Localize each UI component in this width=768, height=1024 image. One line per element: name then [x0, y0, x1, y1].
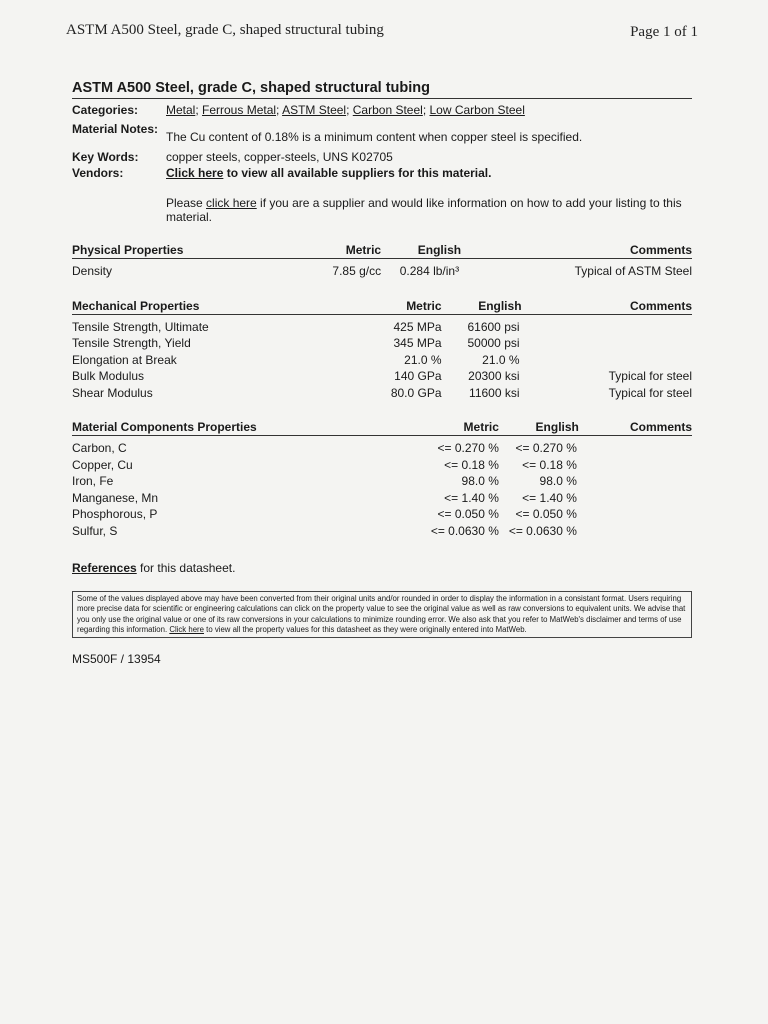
comment: Typical of ASTM Steel [574, 264, 692, 279]
metric-value[interactable]: <= 0.270 % [437, 441, 499, 456]
comment: Typical for steel [608, 369, 692, 384]
english-value-header: English [381, 243, 461, 259]
category-link[interactable]: ASTM Steel [282, 103, 347, 117]
vendors-label: Vendors: [72, 166, 124, 180]
metric-value-header: Metric [291, 243, 381, 259]
table-row [72, 385, 692, 402]
print-header-title: ASTM A500 Steel, grade C, shaped structural tubing [66, 22, 384, 38]
english-value[interactable]: <= 0.050 % [515, 507, 577, 522]
property-name: Tensile Strength, Ultimate [72, 319, 209, 334]
table-row [72, 506, 692, 523]
property-name: Sulfur, S [72, 523, 118, 538]
comment-header: Comments [579, 420, 692, 436]
table-row [72, 263, 692, 280]
references-line [72, 561, 692, 575]
property-name-header: Physical Properties [72, 243, 291, 259]
metric-value[interactable]: <= 0.18 % [444, 457, 499, 472]
metric-value[interactable]: 7.85 g/cc [332, 264, 382, 279]
category-link[interactable]: Metal [166, 103, 196, 117]
table-row [72, 490, 692, 507]
supplier-prefix: Please [166, 196, 207, 210]
print-header-page-number: Page 1 of 1 [630, 24, 698, 40]
category-link[interactable]: Low Carbon Steel [429, 103, 525, 117]
datasheet-id: MS500F / 13954 [72, 652, 161, 667]
property-table [72, 243, 692, 280]
english-value[interactable]: 11600 ksi [469, 385, 520, 400]
property-tables [72, 243, 692, 539]
english-value[interactable]: <= 0.0630 % [508, 523, 577, 538]
english-value[interactable]: 50000 psi [467, 336, 520, 351]
comment [579, 523, 692, 540]
comment-header: Comments [461, 243, 692, 259]
material-info [72, 102, 692, 181]
comment [579, 490, 692, 507]
datasheet-title: ASTM A500 Steel, grade C, shaped structural tubing [72, 80, 692, 99]
material-notes-label: Material Notes: [72, 122, 159, 136]
category-link[interactable]: Ferrous Metal [202, 103, 277, 117]
property-name: Carbon, C [72, 441, 127, 456]
vendors-text: to view all available suppliers for this material. [223, 166, 492, 180]
table-row [72, 523, 692, 540]
table-header-row [72, 299, 692, 315]
print-header [66, 22, 698, 39]
property-name: Tensile Strength, Yield [72, 336, 191, 351]
property-name: Shear Modulus [72, 385, 153, 400]
comment [579, 506, 692, 523]
vendors-link[interactable]: Click here [166, 166, 224, 180]
metric-value[interactable]: 140 GPa [394, 369, 442, 384]
english-value[interactable]: <= 1.40 % [522, 490, 577, 505]
property-name: Phosphorous, P [72, 507, 158, 522]
english-value[interactable]: <= 0.18 % [522, 457, 577, 472]
property-name: Iron, Fe [72, 474, 114, 489]
key-words-label: Key Words: [72, 150, 139, 164]
comment [522, 352, 692, 369]
english-value[interactable]: 98.0 % [539, 474, 577, 489]
table-row [72, 457, 692, 474]
references-text: for this datasheet. [136, 561, 236, 575]
table-row [72, 473, 692, 490]
vendors-line [166, 165, 692, 181]
metric-value[interactable]: <= 0.050 % [437, 507, 499, 522]
key-words: copper steels, copper-steels, UNS K02705 [166, 150, 393, 164]
references-link[interactable]: References [72, 561, 137, 575]
property-name-header: Mechanical Properties [72, 299, 352, 315]
metric-value[interactable]: 345 MPa [393, 336, 442, 351]
disclaimer-text: Some of the values displayed above may have been converted from their original units and/or rounded in order to display the information in a consistant format. Users requiring more precise data for scientific or engineering calculations can click on the property value to see the original value as well as raw conversions to equivalent units. We advise that you only use the original value or one of its raw conversions in your calculations to minimize rounding error. We also ask that you refer to MatWeb's disclaimer and terms of use regarding this information. [77, 594, 686, 634]
english-value[interactable]: 61600 psi [467, 319, 520, 334]
metric-value-header: Metric [352, 299, 442, 315]
metric-value[interactable]: 21.0 % [404, 352, 442, 367]
table-row [72, 335, 692, 352]
categories-list: Metal; Ferrous Metal; ASTM Steel; Carbon Steel; Low Carbon Steel [166, 103, 525, 117]
categories-label: Categories: [72, 103, 139, 117]
property-name: Elongation at Break [72, 352, 177, 367]
table-row [72, 352, 692, 369]
property-name: Bulk Modulus [72, 369, 145, 384]
table-header-row [72, 420, 692, 436]
supplier-text: if you are a supplier and would like information on how to add your listing to this material. [166, 196, 682, 224]
english-value[interactable]: 0.284 lb/in³ [399, 264, 460, 279]
comment [579, 457, 692, 474]
comment [579, 440, 692, 457]
property-name: Copper, Cu [72, 457, 133, 472]
metric-value[interactable]: <= 1.40 % [444, 490, 499, 505]
comment [522, 319, 692, 336]
category-link[interactable]: Carbon Steel [352, 103, 423, 117]
material-notes: The Cu content of 0.18% is a minimum content when copper steel is specified. [166, 130, 583, 144]
comment [522, 335, 692, 352]
english-value-header: English [442, 299, 522, 315]
supplier-link[interactable]: click here [206, 196, 257, 210]
metric-value[interactable]: 80.0 GPa [390, 385, 442, 400]
table-row [72, 319, 692, 336]
english-value[interactable]: <= 0.270 % [515, 441, 577, 456]
table-header-row [72, 243, 692, 259]
property-table [72, 420, 692, 539]
comment: Typical for steel [608, 385, 692, 400]
english-value[interactable]: 20300 ksi [468, 369, 520, 384]
table-row [72, 368, 692, 385]
english-value-header: English [499, 420, 579, 436]
disclaimer-link[interactable]: Click here [169, 624, 204, 634]
supplier-notice [166, 196, 692, 224]
disclaimer-box [72, 591, 692, 638]
table-row [72, 440, 692, 457]
metric-value[interactable]: 98.0 % [461, 474, 499, 489]
property-name: Manganese, Mn [72, 490, 159, 505]
comment [579, 473, 692, 490]
disclaimer-text-after: to view all the property values for this datasheet as they were originally entered into MatWeb. [203, 624, 527, 634]
metric-value[interactable]: 425 MPa [393, 319, 442, 334]
comment-header: Comments [522, 299, 692, 315]
property-name-header: Material Components Properties [72, 420, 409, 436]
english-value[interactable]: 21.0 % [482, 352, 520, 367]
metric-value-header: Metric [409, 420, 499, 436]
property-name: Density [72, 264, 113, 279]
property-table [72, 299, 692, 402]
metric-value[interactable]: <= 0.0630 % [430, 523, 499, 538]
datasheet [72, 80, 692, 666]
